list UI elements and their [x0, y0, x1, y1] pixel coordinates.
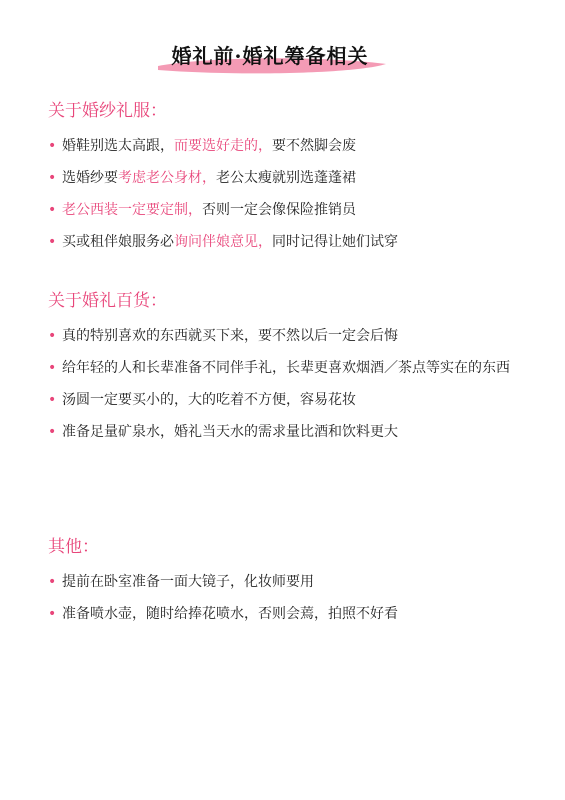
list-item: • 给年轻的人和长辈准备不同伴手礼，长辈更喜欢烟酒／茶点等实在的东西	[48, 356, 518, 380]
section-heading: 关于婚纱礼服：	[48, 101, 167, 121]
highlight-text: 考虑老公身材，	[118, 170, 216, 186]
title-block	[150, 38, 390, 78]
highlight-text: 老公西装一定要定制，	[62, 202, 202, 218]
section-wedding-goods	[48, 290, 518, 452]
bullet-dot-icon: •	[48, 328, 57, 344]
list-item: • 选婚纱要考虑老公身材，老公太瘦就别选蓬蓬裙	[48, 166, 518, 190]
list-item: • 汤圆一定要买小的，大的吃着不方便，容易花妆	[48, 388, 518, 412]
bullet-dot-icon: •	[48, 360, 57, 376]
list-item: • 准备足量矿泉水，婚礼当天水的需求量比酒和饮料更大	[48, 420, 518, 444]
bullet-dot-icon: •	[48, 234, 57, 250]
list-item: • 准备喷水壶，随时给捧花喷水，否则会蔫，拍照不好看	[48, 602, 518, 626]
section-heading: 关于婚礼百货：	[48, 291, 167, 311]
bullet-dot-icon: •	[48, 424, 57, 440]
list-item: • 婚鞋别选太高跟，而要选好走的，要不然脚会废	[48, 134, 518, 158]
highlight-text: 而要选好走的，	[174, 138, 272, 154]
bullet-dot-icon: •	[48, 170, 57, 186]
bullet-dot-icon: •	[48, 392, 57, 408]
bullet-dot-icon: •	[48, 574, 57, 590]
section-wedding-dress	[48, 100, 518, 262]
list-item: • 提前在卧室准备一面大镜子，化妆师要用	[48, 570, 518, 594]
bullet-dot-icon: •	[48, 202, 57, 218]
section-other	[48, 536, 518, 634]
list-item: • 真的特别喜欢的东西就买下来，要不然以后一定会后悔	[48, 324, 518, 348]
highlight-text: 询问伴娘意见，	[174, 234, 272, 250]
section-heading: 其他：	[48, 537, 99, 557]
bullet-dot-icon: •	[48, 606, 57, 622]
list-item: • 买或租伴娘服务必询问伴娘意见，同时记得让她们试穿	[48, 230, 518, 254]
bullet-dot-icon: •	[48, 138, 57, 154]
list-item: • 老公西装一定要定制，否则一定会像保险推销员	[48, 198, 518, 222]
page-title: 婚礼前·婚礼筹备相关	[171, 44, 369, 68]
